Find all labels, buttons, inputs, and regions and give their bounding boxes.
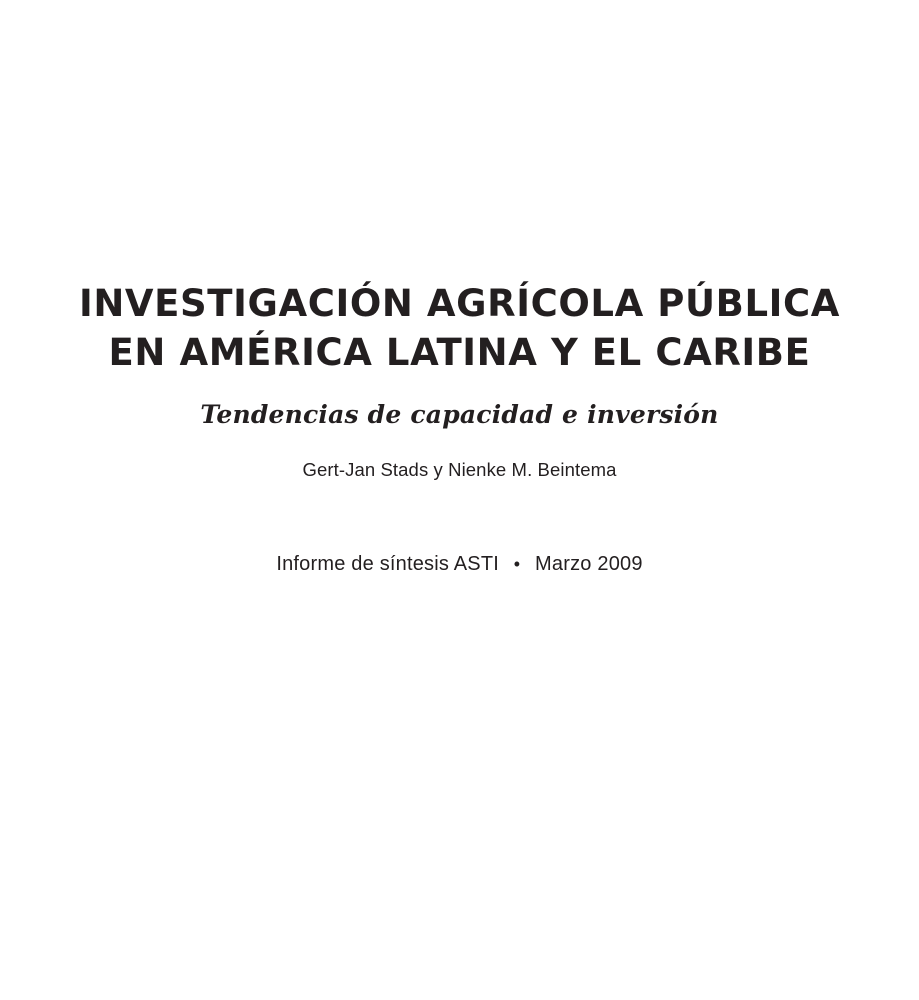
series-line — [0, 553, 919, 576]
publication-date: Marzo 2009 — [535, 552, 643, 575]
authors-line: Gert-Jan Stads y Nienke M. Beintema — [302, 458, 617, 480]
series-name: Informe de síntesis ASTI — [276, 552, 499, 575]
page-title — [0, 280, 919, 378]
bullet-separator-icon: • — [513, 553, 521, 574]
page-subtitle: Tendencias de capacidad e inversión — [200, 399, 719, 429]
page-title-line-1: INVESTIGACIÓN AGRÍCOLA PÚBLICA — [79, 282, 840, 325]
page-title-line-2: EN AMÉRICA LATINA Y EL CARIBE — [108, 330, 811, 374]
cover-title-block — [0, 280, 919, 576]
